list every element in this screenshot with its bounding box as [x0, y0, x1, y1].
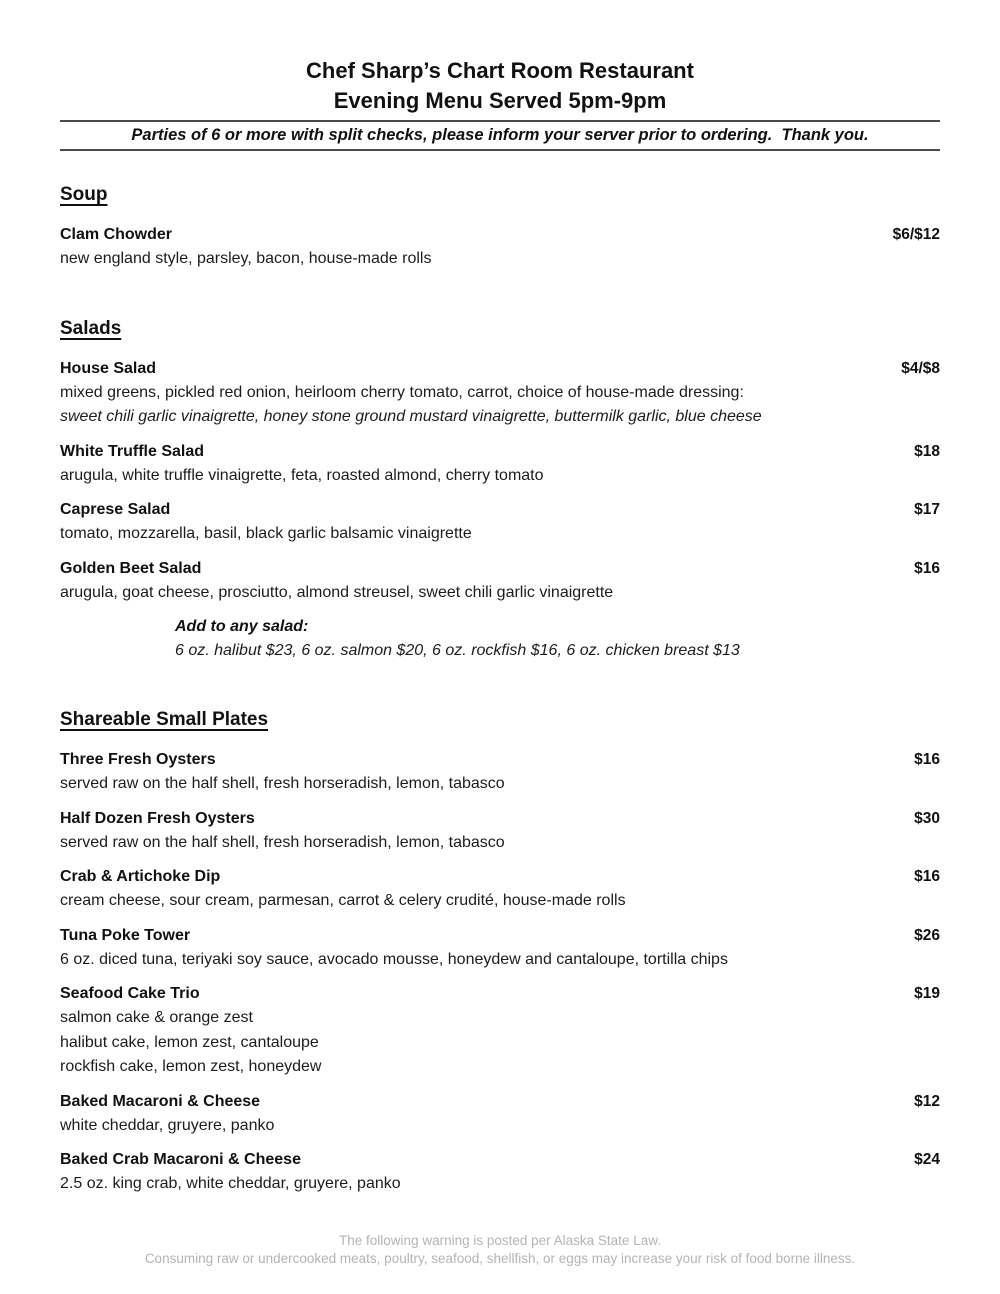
item-name: Baked Crab Macaroni & Cheese: [60, 1151, 301, 1168]
menu-item-golden-beet-salad: [60, 557, 940, 606]
item-name: Three Fresh Oysters: [60, 751, 216, 768]
item-row: [60, 1090, 940, 1114]
item-row: [60, 557, 940, 581]
salad-addon-note: [175, 615, 940, 663]
item-row: [60, 223, 940, 247]
item-name: House Salad: [60, 359, 157, 377]
item-row: [60, 1148, 940, 1172]
item-price: $12: [914, 1092, 940, 1110]
item-name: Crab & Artichoke Dip: [60, 868, 221, 885]
item-row: [60, 440, 940, 464]
item-price: $18: [914, 442, 940, 460]
item-description-dressings: sweet chili garlic vinaigrette, honey stone ground mustard vinaigrette, buttermilk garlic, blue cheese: [60, 408, 762, 425]
item-description: 2.5 oz. king crab, white cheddar, gruyere, panko: [60, 1175, 401, 1192]
menu-item-half-dozen-fresh-oysters: [60, 807, 940, 856]
menu-item-baked-macaroni-cheese: [60, 1090, 940, 1139]
legal-warning-footer: [0, 1232, 1000, 1267]
item-description: salmon cake & orange zest: [60, 1009, 253, 1026]
item-description: arugula, white truffle vinaigrette, feta, roasted almond, cherry tomato: [60, 466, 544, 484]
item-description: white cheddar, gruyere, panko: [60, 1116, 275, 1134]
menu-item-white-truffle-salad: [60, 440, 940, 489]
menu-item-seafood-cake-trio: [60, 982, 940, 1080]
item-description: new england style, parsley, bacon, house-made rolls: [60, 250, 432, 267]
item-description: rockfish cake, lemon zest, honeydew: [60, 1058, 322, 1075]
menu-item-crab-artichoke-dip: [60, 865, 940, 914]
legal-warning-line2: Consuming raw or undercooked meats, poultry, seafood, shellfish, or eggs may increase your risk of food borne illness.: [144, 1250, 856, 1266]
section-heading-shareable-small-plates: Shareable Small Plates: [60, 709, 269, 730]
item-row: [60, 807, 940, 831]
menu-item-caprese-salad: [60, 498, 940, 547]
menu-item-house-salad: [60, 357, 940, 430]
item-description: served raw on the half shell, fresh horseradish, lemon, tabasco: [60, 775, 505, 792]
item-name: Caprese Salad: [60, 501, 171, 518]
menu-item-three-fresh-oysters: [60, 748, 940, 797]
restaurant-title: Chef Sharp’s Chart Room Restaurant: [306, 58, 694, 83]
item-row: [60, 924, 940, 948]
party-notice-banner: [60, 120, 940, 151]
item-description: halibut cake, lemon zest, cantaloupe: [60, 1033, 319, 1051]
item-row: [60, 982, 940, 1006]
item-row: [60, 748, 940, 772]
legal-warning-line1: The following warning is posted per Alaska State Law.: [339, 1233, 661, 1248]
item-description: served raw on the half shell, fresh horseradish, lemon, tabasco: [60, 833, 505, 851]
item-name: Clam Chowder: [60, 226, 173, 243]
item-row: [60, 498, 940, 522]
menu-subtitle: Evening Menu Served 5pm-9pm: [333, 88, 667, 113]
menu-item-clam-chowder: [60, 223, 940, 272]
menu-item-baked-crab-macaroni-cheese: [60, 1148, 940, 1197]
item-name: Baked Macaroni & Cheese: [60, 1092, 261, 1110]
item-description: cream cheese, sour cream, parmesan, carrot & celery crudité, house-made rolls: [60, 892, 626, 909]
salad-addon-options: 6 oz. halibut $23, 6 oz. salmon $20, 6 oz. rockfish $16, 6 oz. chicken breast $13: [175, 642, 740, 659]
item-name: Tuna Poke Tower: [60, 926, 191, 944]
item-price: $16: [914, 751, 940, 768]
item-price: $16: [914, 559, 940, 577]
menu-header: [60, 56, 940, 116]
item-price: $26: [914, 926, 940, 944]
item-price: $30: [914, 809, 940, 827]
party-notice-text: Parties of 6 or more with split checks, please inform your server prior to ordering. Thank you.: [131, 126, 869, 144]
section-heading-soup: Soup: [60, 184, 108, 205]
section-heading-salads: Salads: [60, 317, 122, 339]
menu-item-tuna-poke-tower: [60, 924, 940, 973]
item-price: $4/$8: [901, 359, 940, 377]
item-description: tomato, mozzarella, basil, black garlic balsamic vinaigrette: [60, 525, 472, 542]
item-row: [60, 357, 940, 381]
item-description: 6 oz. diced tuna, teriyaki soy sauce, avocado mousse, honeydew and cantaloupe, tortilla chips: [60, 950, 728, 968]
item-name: White Truffle Salad: [60, 442, 205, 460]
item-price: $17: [914, 501, 940, 518]
section-salads: [60, 318, 940, 664]
item-price: $6/$12: [892, 226, 940, 243]
item-name: Golden Beet Salad: [60, 559, 202, 577]
section-soup: [60, 184, 940, 272]
item-price: $24: [914, 1151, 940, 1168]
item-name: Half Dozen Fresh Oysters: [60, 809, 255, 827]
item-price: $16: [914, 868, 940, 885]
item-description: arugula, goat cheese, prosciutto, almond streusel, sweet chili garlic vinaigrette: [60, 583, 614, 601]
item-price: $19: [914, 985, 940, 1002]
item-name: Seafood Cake Trio: [60, 985, 200, 1002]
item-row: [60, 865, 940, 889]
item-description: mixed greens, pickled red onion, heirloom cherry tomato, carrot, choice of house-made dressing:: [60, 383, 744, 401]
salad-addon-label: Add to any salad:: [175, 618, 309, 635]
section-shareable-small-plates: [60, 709, 940, 1197]
